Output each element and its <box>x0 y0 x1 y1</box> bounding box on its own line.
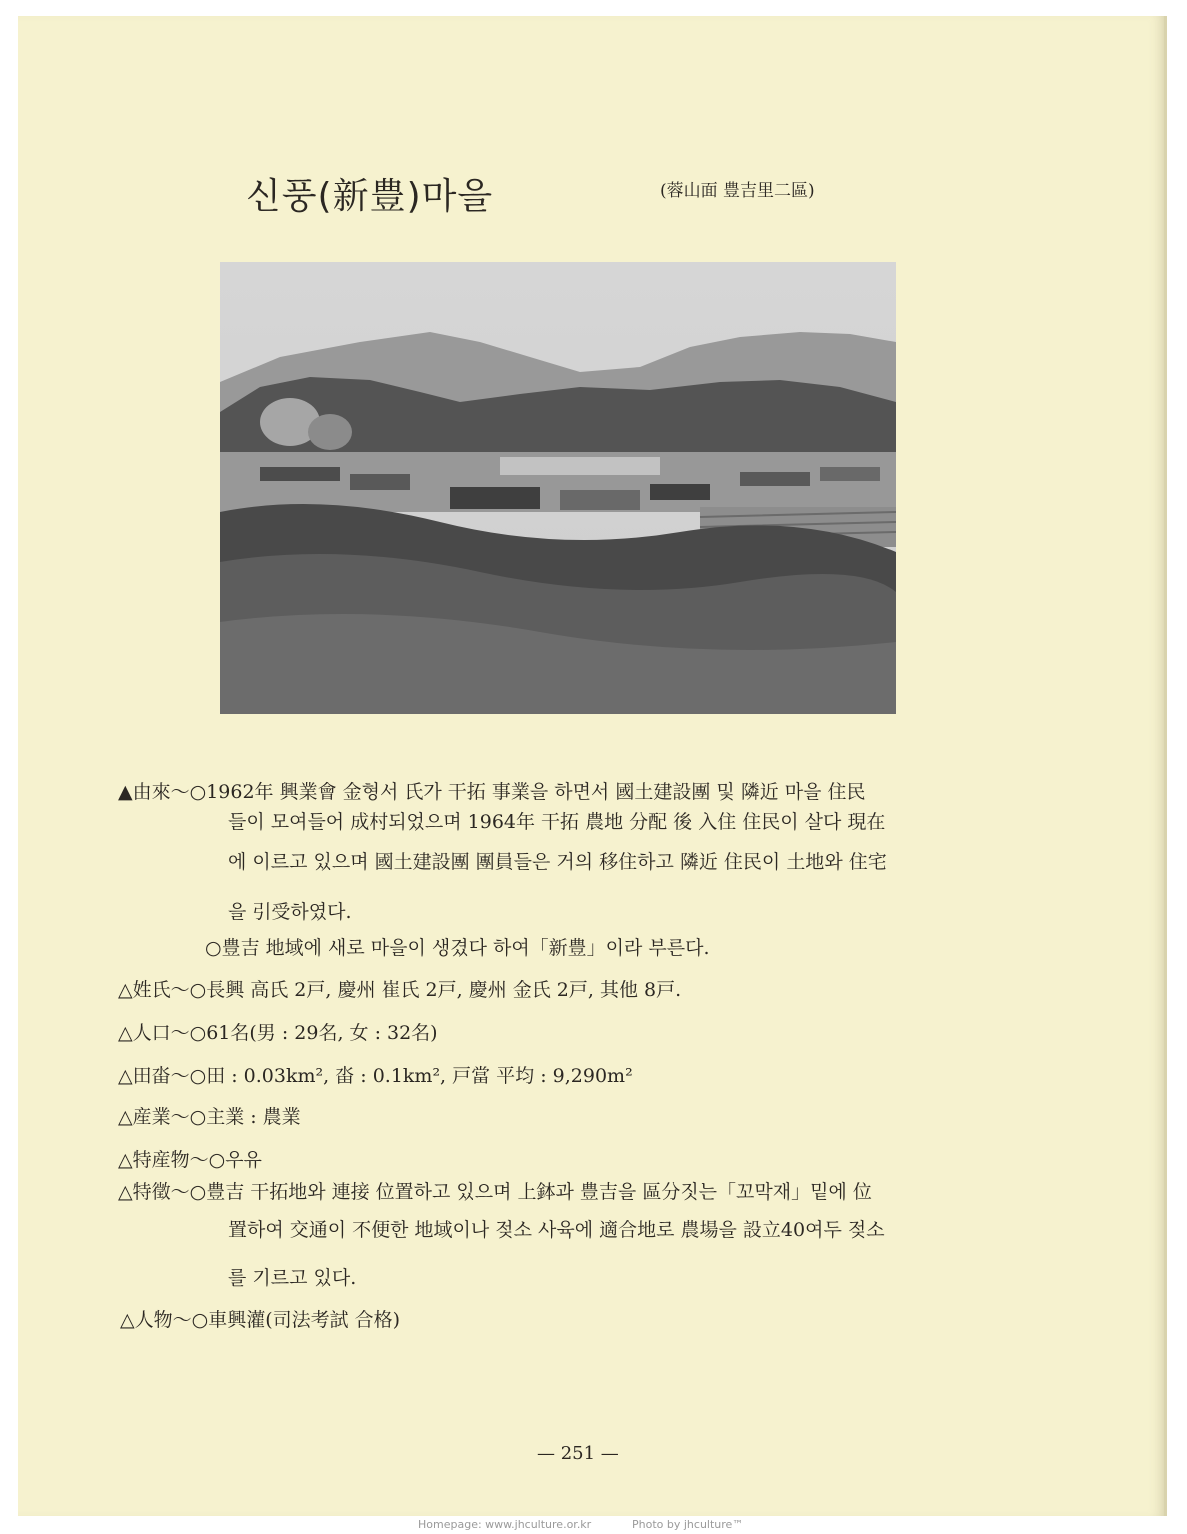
entry-people <box>120 1308 400 1332</box>
page-title: 신풍(新豊)마을 <box>246 176 494 217</box>
entry-features <box>118 1180 872 1204</box>
entry-label: △田畓～ <box>118 1065 190 1087</box>
entry-text: ○田 : 0.03km², 畓 : 0.1km², 戸當 平均 : 9,290m² <box>189 1065 633 1087</box>
entry-text: ○豊吉 地域에 새로 마을이 생겼다 하여「新豊」이라 부른다. <box>205 937 710 959</box>
book-page <box>18 16 1167 1516</box>
entry-label: ▲由來～ <box>118 781 190 803</box>
entry-specialty <box>118 1148 262 1172</box>
entry-label: △姓氏～ <box>118 979 190 1001</box>
page-number: — 251 — <box>537 1443 619 1464</box>
entry-label: △人口～ <box>118 1022 190 1044</box>
entry-text: 들이 모여들어 成村되었으며 1964年 干拓 農地 分配 後 入住 住民이 살다 現在 <box>228 811 886 833</box>
entry-industry <box>118 1105 301 1129</box>
entry-text: 에 이르고 있으며 國土建設團 團員들은 거의 移住하고 隣近 住民이 土地와 住宅 <box>228 851 887 873</box>
footer-homepage: Homepage: www.jhculture.or.kr <box>418 1518 592 1531</box>
entry-text: ○61名(男 : 29名, 女 : 32名) <box>189 1022 438 1044</box>
entry-text: ○우유 <box>208 1149 262 1171</box>
entry-text: ○豊吉 干拓地와 連接 位置하고 있으며 上鉢과 豊吉을 區分짓는「꼬막재」밑에 位 <box>189 1181 872 1203</box>
entry-features-cont <box>228 1218 885 1242</box>
entry-population <box>118 1021 438 1045</box>
entry-text: ○車興灌(司法考試 合格) <box>191 1309 401 1331</box>
entry-origin-cont <box>228 900 352 924</box>
entry-origin-name <box>205 936 710 960</box>
entry-origin-cont <box>228 850 887 874</box>
footer <box>0 1516 1187 1534</box>
village-photo <box>220 262 896 714</box>
entry-farmland <box>118 1064 633 1088</box>
entry-text: ○長興 高氏 2戸, 慶州 崔氏 2戸, 慶州 金氏 2戸, 其他 8戸. <box>189 979 682 1001</box>
entry-label: △人物～ <box>120 1309 192 1331</box>
entry-origin-cont <box>228 810 885 834</box>
entry-text: ○主業 : 農業 <box>189 1106 301 1128</box>
entry-label: △特産物～ <box>118 1149 209 1171</box>
entry-text: 를 기르고 있다. <box>228 1267 357 1289</box>
entry-text: ○1962年 興業會 金형서 氏가 干拓 事業을 하면서 國土建設團 및 隣近 마을 住民 <box>189 781 866 803</box>
footer-photo-credit: Photo by jhculture™ <box>632 1518 744 1531</box>
entry-label: △産業～ <box>118 1106 190 1128</box>
entry-text: 을 引受하였다. <box>228 901 352 923</box>
entry-text: 置하여 交通이 不便한 地域이나 젖소 사육에 適合地로 農場을 設立40여두 젖소 <box>228 1219 885 1241</box>
page-subtitle: (蓉山面 豊吉里二區) <box>660 181 815 201</box>
entry-origin <box>118 780 866 804</box>
village-landscape-photo-icon <box>220 262 896 714</box>
entry-surnames <box>118 978 681 1002</box>
entry-label: △特徵～ <box>118 1181 190 1203</box>
entry-features-cont <box>228 1266 356 1290</box>
